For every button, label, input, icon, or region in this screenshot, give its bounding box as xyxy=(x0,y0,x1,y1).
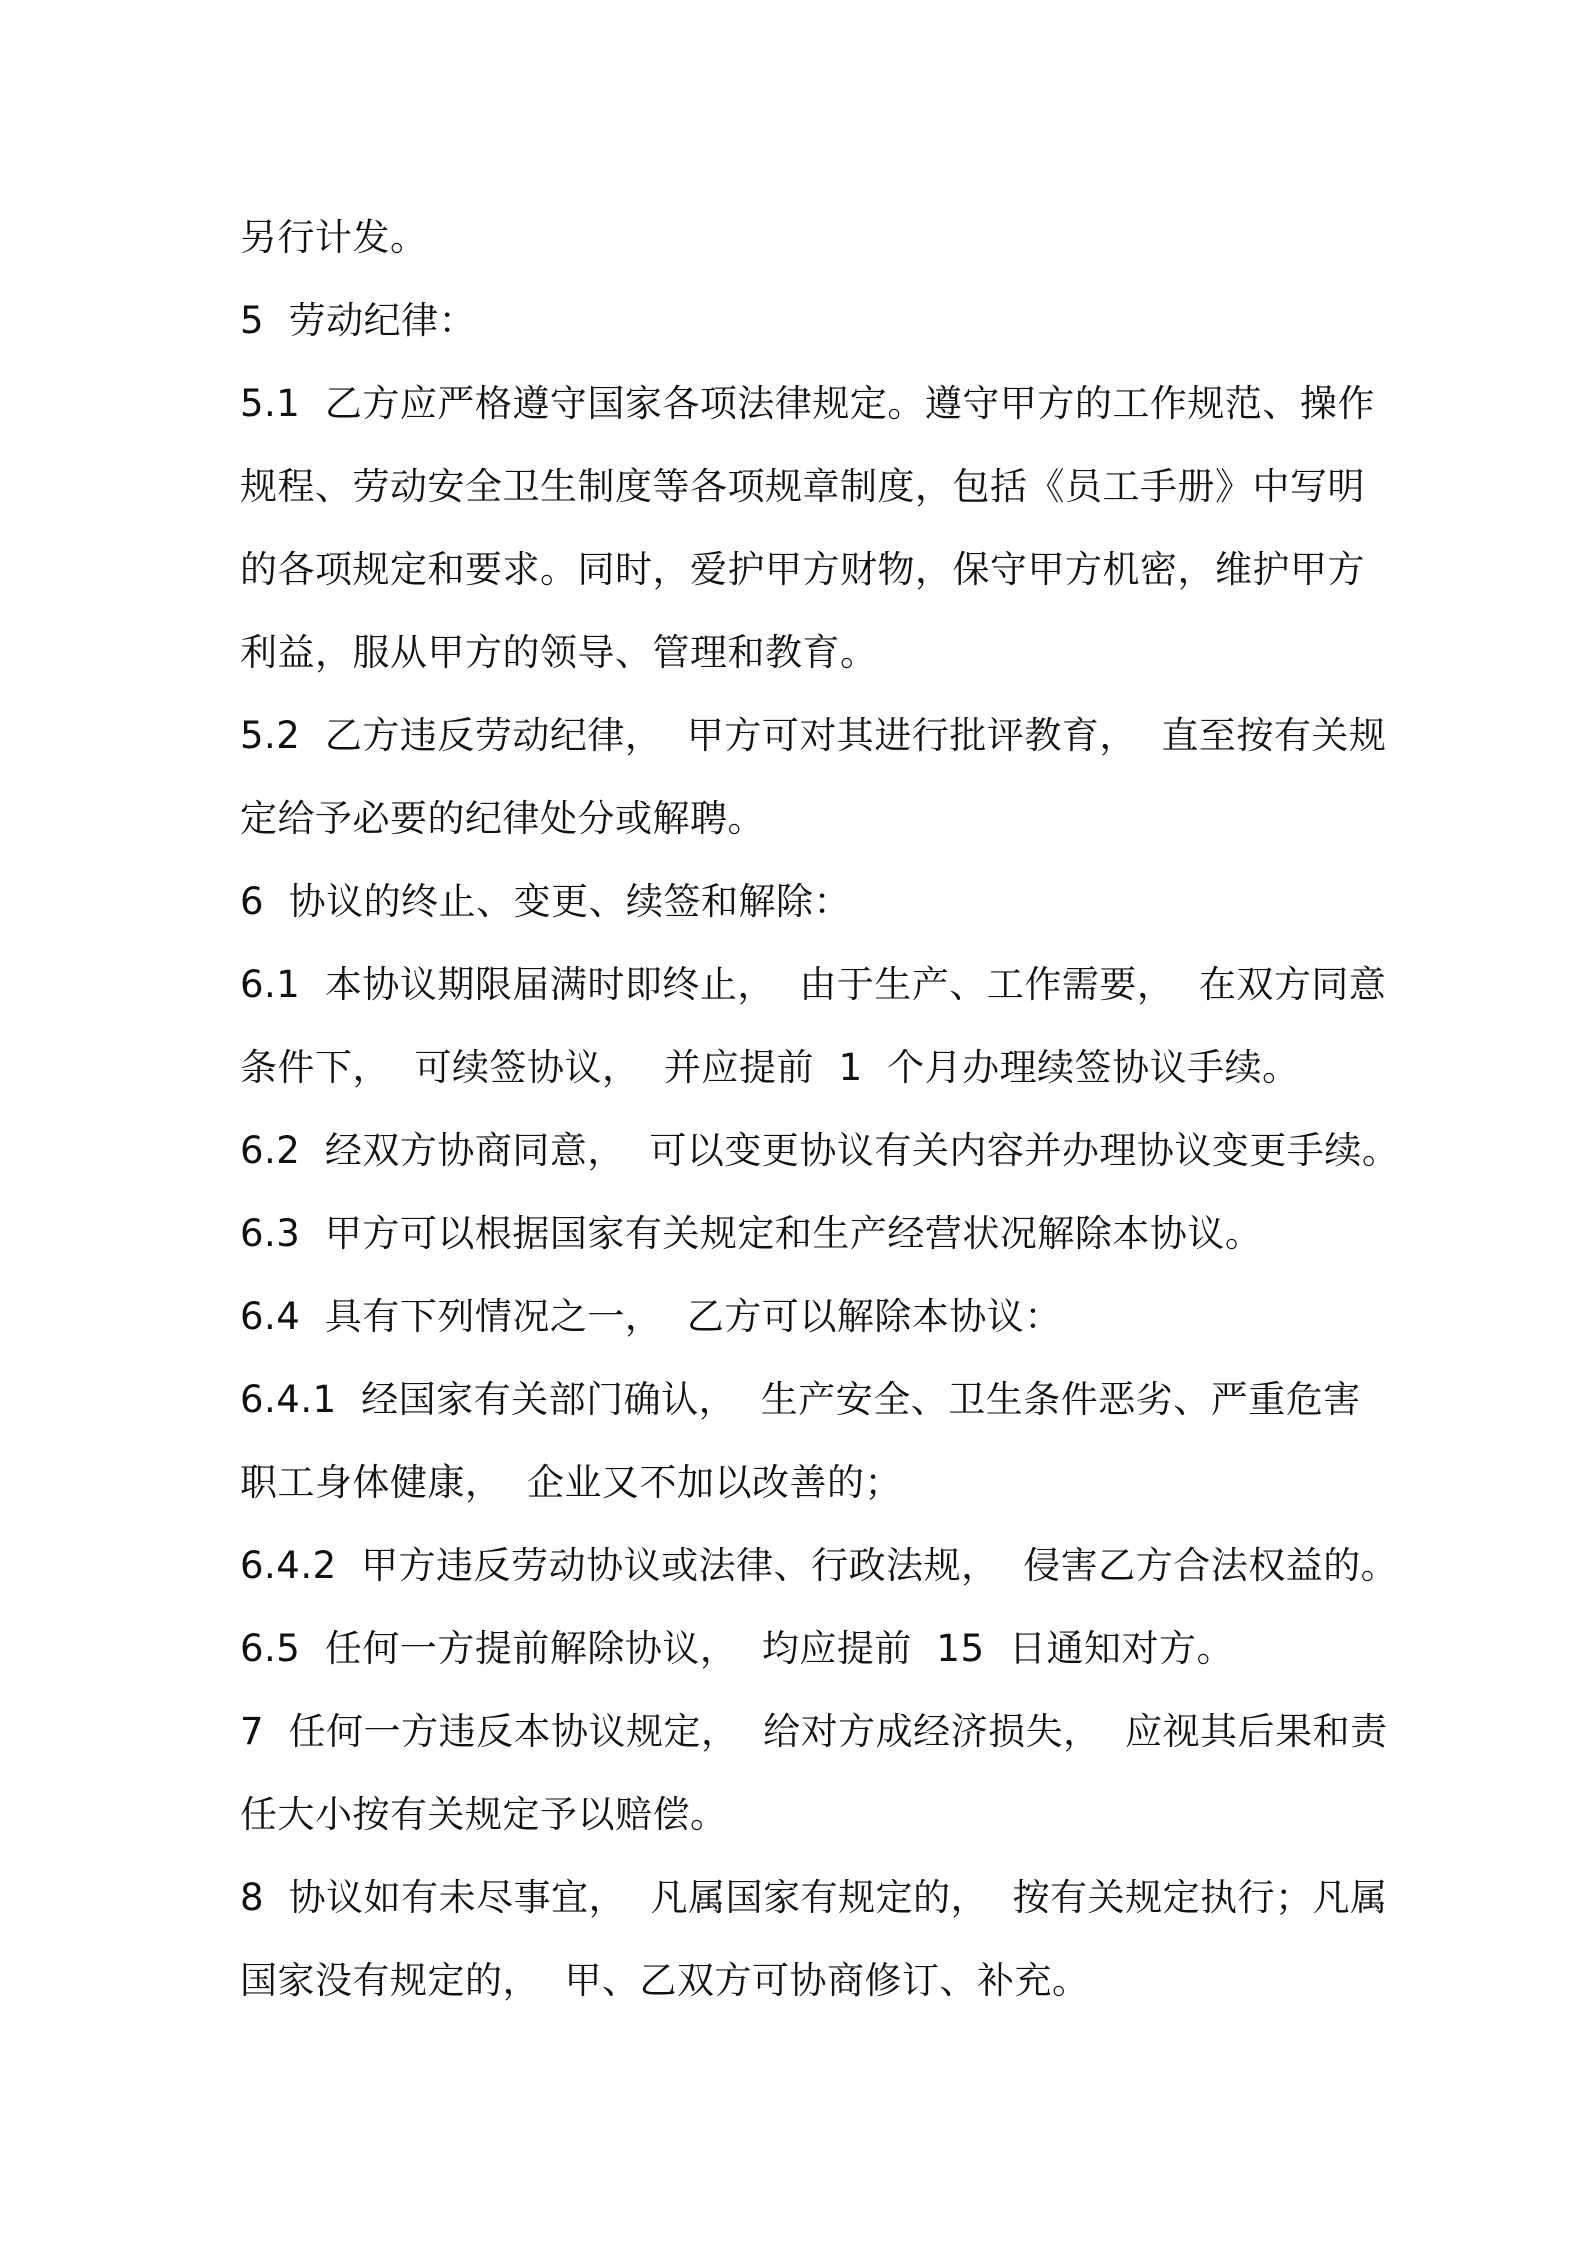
text-line: 利益，服从甲方的领导、管理和教育。 xyxy=(240,631,878,674)
text-line: 6.1 本协议期限届满时即终止， 由于生产、工作需要， 在双方同意 xyxy=(240,963,1387,1006)
text-line: 任大小按有关规定予以赔偿。 xyxy=(240,1793,728,1836)
section-heading: 5 劳动纪律： xyxy=(240,299,477,342)
text-line: 职工身体健康， 企业又不加以改善的； xyxy=(240,1461,903,1504)
section-heading: 8 协议如有未尽事宜， 凡属国家有规定的， 按有关规定执行；凡属 xyxy=(240,1876,1388,1919)
text-line: 6.4.2 甲方违反劳动协议或法律、行政法规， 侵害乙方合法权益的。 xyxy=(240,1544,1399,1587)
text-line: 定给予必要的纪律处分或解聘。 xyxy=(240,797,765,840)
text-line: 的各项规定和要求。同时，爱护甲方财物，保守甲方机密，维护甲方 xyxy=(240,548,1365,591)
section-heading: 7 任何一方违反本协议规定， 给对方成经济损失， 应视其后果和责 xyxy=(240,1710,1388,1753)
section-heading: 6 协议的终止、变更、续签和解除： xyxy=(240,880,852,923)
text-line: 6.5 任何一方提前解除协议， 均应提前 15 日通知对方。 xyxy=(240,1627,1235,1670)
text-line: 6.4.1 经国家有关部门确认， 生产安全、卫生条件恶劣、严重危害 xyxy=(240,1378,1361,1421)
text-line: 5.1 乙方应严格遵守国家各项法律规定。遵守甲方的工作规范、操作 xyxy=(240,382,1375,425)
text-line: 6.3 甲方可以根据国家有关规定和生产经营状况解除本协议。 xyxy=(240,1212,1263,1255)
text-line: 6.4 具有下列情况之一， 乙方可以解除本协议： xyxy=(240,1295,1062,1338)
text-line: 国家没有规定的， 甲、乙双方可协商修订、补充。 xyxy=(240,1959,1090,2002)
text-line: 另行计发。 xyxy=(240,216,428,259)
text-line: 5.2 乙方违反劳动纪律， 甲方可对其进行批评教育， 直至按有关规 xyxy=(240,714,1387,757)
text-line: 6.2 经双方协商同意， 可以变更协议有关内容并办理协议变更手续。 xyxy=(240,1129,1400,1172)
document-body xyxy=(240,196,1400,2022)
text-line: 规程、劳动安全卫生制度等各项规章制度，包括《员工手册》中写明 xyxy=(240,465,1365,508)
text-line: 条件下， 可续签协议， 并应提前 1 个月办理续签协议手续。 xyxy=(240,1046,1300,1089)
